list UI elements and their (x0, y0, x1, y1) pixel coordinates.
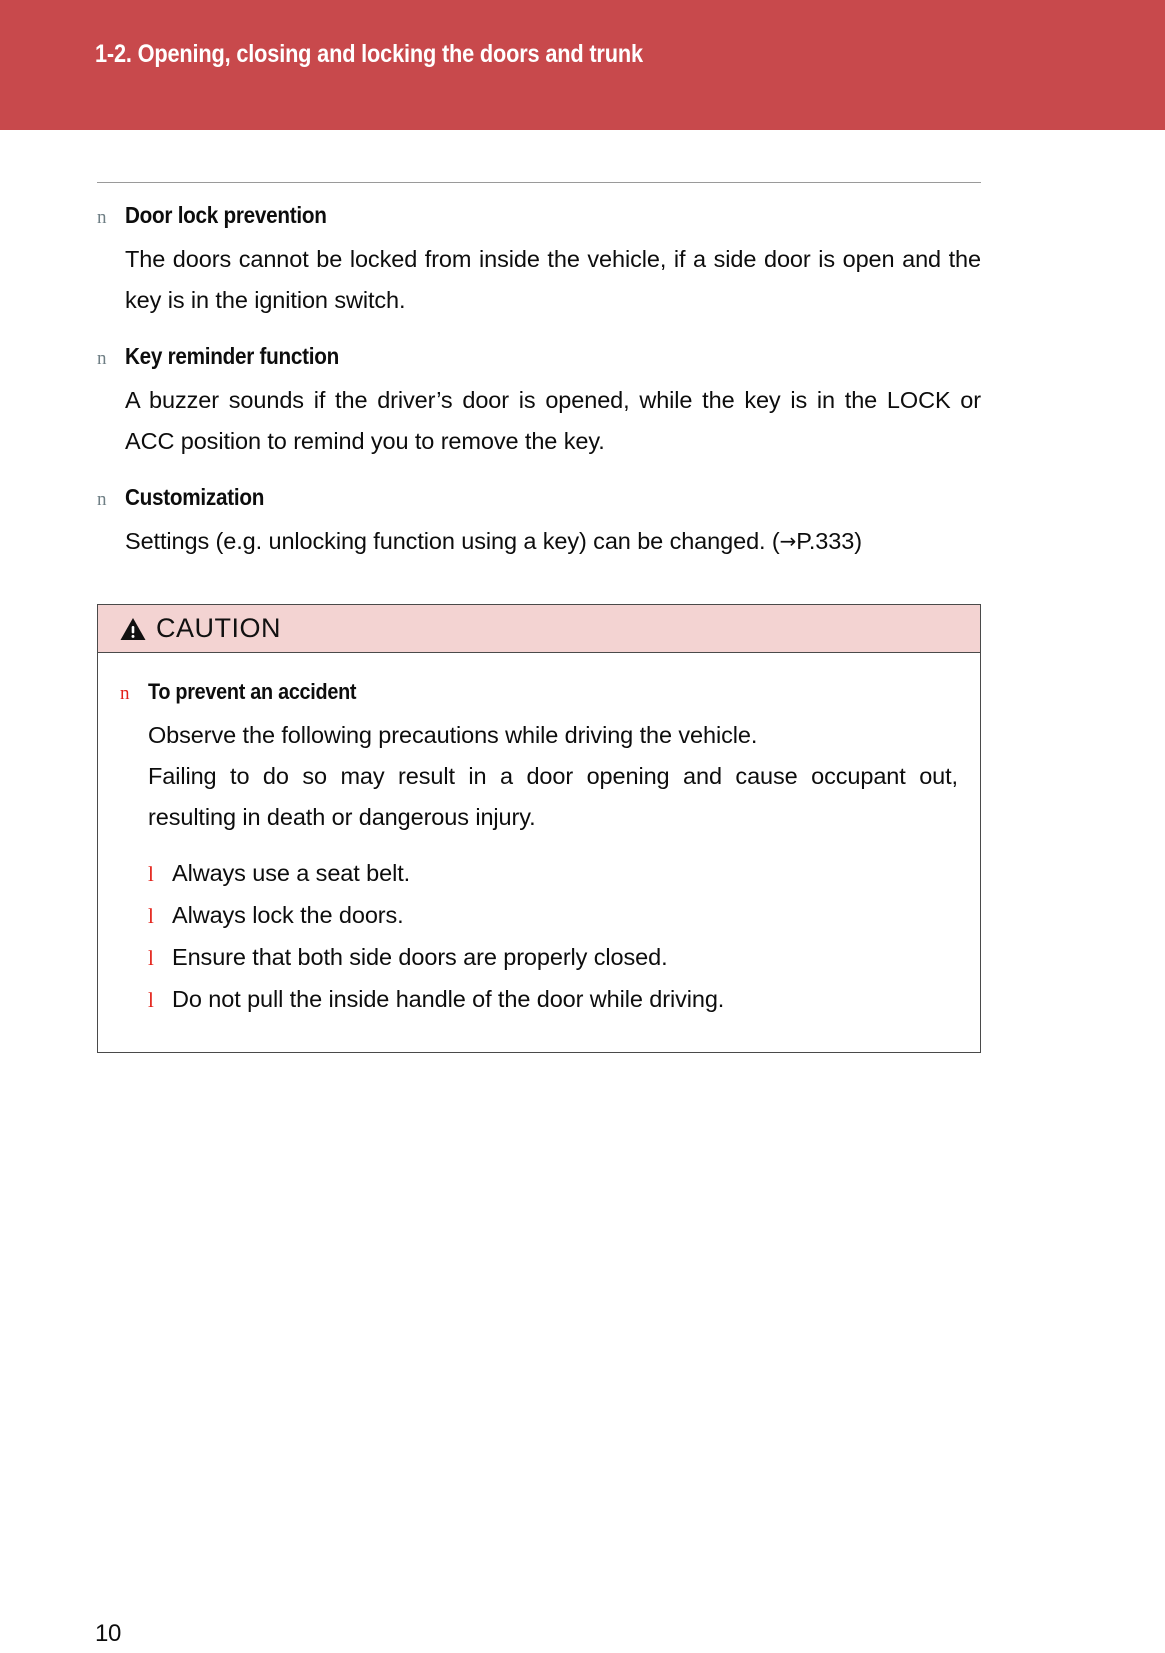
page-number: 10 (95, 1620, 122, 1647)
list-item (148, 982, 958, 1016)
section-door-lock-prevention (97, 202, 981, 321)
section-body-text (125, 521, 981, 562)
section-customization (97, 484, 981, 562)
dash-bullet-icon: l (148, 904, 154, 928)
page-content (97, 202, 981, 1053)
section-heading-row (97, 202, 981, 229)
section-body-text: The doors cannot be locked from inside the vehicle, if a side door is open and the key is in the ignition switch. (125, 246, 981, 313)
caution-label: CAUTION (156, 613, 281, 643)
section-body-text: A buzzer sounds if the driver’s door is opened, while the key is in the LOCK or ACC position to remind you to remove the key. (125, 387, 981, 454)
warning-triangle-icon (120, 617, 146, 641)
list-item (148, 898, 958, 932)
section-heading-text: Customization (125, 484, 265, 510)
square-bullet-icon: n (97, 348, 107, 369)
customization-body-prefix: Settings (e.g. unlocking function using a key) can be changed. ( (125, 528, 780, 554)
section-heading-text: Key reminder function (125, 343, 340, 369)
customization-body-suffix: ) (854, 528, 862, 554)
square-bullet-icon: n (120, 683, 130, 704)
caution-heading-text: To prevent an accident (148, 679, 357, 704)
list-item-text: Always lock the doors. (172, 902, 404, 928)
caution-box-header (98, 605, 980, 653)
section-heading-text: Door lock prevention (125, 202, 327, 228)
page-header-title: 1-2. Opening, closing and locking the doors and trunk (95, 40, 643, 68)
square-bullet-icon: n (97, 207, 107, 228)
list-item-text: Always use a seat belt. (172, 860, 411, 886)
caution-box-body (98, 653, 980, 1052)
caution-paragraph: Observe the following precautions while driving the vehicle. (148, 722, 758, 748)
page-reference-link[interactable]: P.333 (796, 528, 855, 554)
section-heading-row (97, 343, 981, 370)
list-item-text: Do not pull the inside handle of the door while driving. (172, 986, 725, 1012)
list-item (148, 856, 958, 890)
section-heading-row (97, 484, 981, 511)
caution-box (97, 604, 981, 1053)
section-key-reminder-function (97, 343, 981, 462)
caution-precaution-list (148, 856, 958, 1016)
list-item (148, 940, 958, 974)
page-header-band (0, 0, 1165, 130)
dash-bullet-icon: l (148, 988, 154, 1012)
right-arrow-icon: → (779, 529, 797, 553)
caution-paragraph: Failing to do so may result in a door opening and cause occupant out, resulting in death or dangerous injury. (148, 763, 958, 830)
caution-heading-row (120, 679, 958, 705)
dash-bullet-icon: l (148, 946, 154, 970)
list-item-text: Ensure that both side doors are properly closed. (172, 944, 668, 970)
dash-bullet-icon: l (148, 862, 154, 886)
square-bullet-icon: n (97, 489, 107, 510)
header-divider-rule (97, 182, 981, 183)
